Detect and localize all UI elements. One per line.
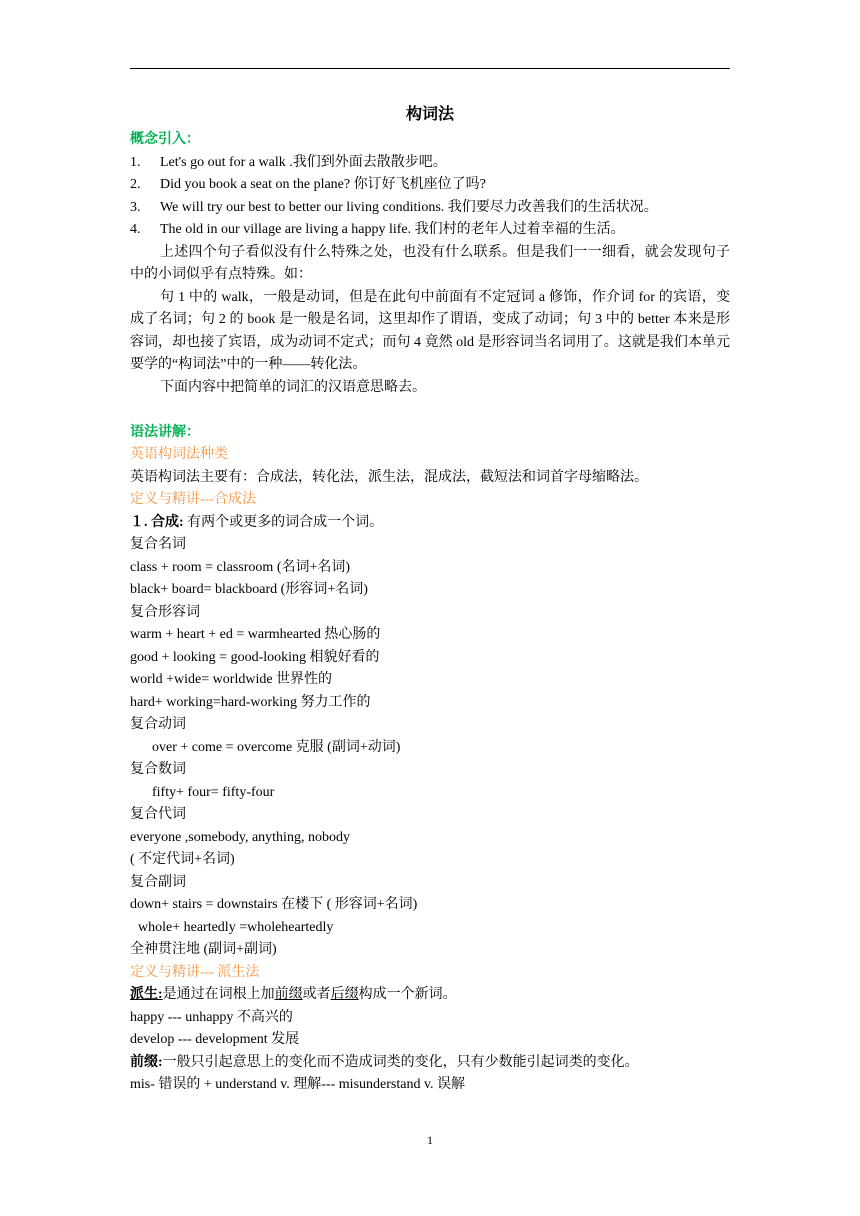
derivation-example: happy --- unhappy 不高兴的 xyxy=(130,1009,293,1025)
pronoun-heading: 复合代词 xyxy=(130,807,186,822)
example-item: 1. Let's go out for a walk .我们到外面去散散步吧。 xyxy=(130,154,447,170)
compound-definition: １. 合成: 有两个或更多的词合成一个词。 xyxy=(130,514,384,530)
adverb-example-2: whole+ heartedly =wholeheartedly xyxy=(138,919,334,935)
compound-line: class + room = classroom (名词+名词) xyxy=(130,559,351,575)
pronoun-example: everyone ,somebody, anything, nobody xyxy=(130,829,350,845)
compound-line: black+ board= blackboard (形容词+名词) xyxy=(130,582,368,597)
paragraph-note: 下面内容中把简单的词汇的汉语意思略去。 xyxy=(160,379,426,395)
compound-line: 复合名词 xyxy=(130,537,186,552)
prefix-definition: 前缀:一般只引起意思上的变化而不造成词类的变化，只有少数能引起词类的变化。 xyxy=(130,1054,639,1070)
grammar-heading: 语法讲解： xyxy=(130,424,200,440)
types-heading: 英语构词法种类 xyxy=(130,447,228,462)
prefix-example: mis- 错误的 + understand v. 理解--- misunderstand v. 误解 xyxy=(130,1077,466,1092)
derivation-heading: 定义与精讲--- 派生法 xyxy=(130,964,260,980)
paragraph-observation: 上述四个句子看似没有什么特殊之处，也没有什么联系。但是我们一一细看，就会发现句子中的小词似乎有点特殊。如： xyxy=(130,244,730,282)
compound-line: good + looking = good-looking 相貌好看的 xyxy=(130,649,380,665)
page-content xyxy=(130,102,730,1097)
intro-heading: 概念引入： xyxy=(130,132,200,147)
header-rule xyxy=(130,68,730,69)
adverb-note: 全神贯注地 (副词+副词) xyxy=(130,942,277,957)
compound-line: hard+ working=hard-working 努力工作的 xyxy=(130,694,371,710)
compound-line: world +wide= worldwide 世界性的 xyxy=(130,672,333,687)
types-text: 英语构词法主要有：合成法，转化法，派生法，混成法，截短法和词首字母缩略法。 xyxy=(130,469,648,485)
adverb-example: down+ stairs = downstairs 在楼下 ( 形容词+名词) xyxy=(130,897,418,912)
compound-line: 复合动词 xyxy=(130,717,186,732)
compound-line: 复合形容词 xyxy=(130,604,200,620)
pronoun-note: ( 不定代词+名词) xyxy=(130,852,235,867)
derivation-example: develop --- development 发展 xyxy=(130,1032,300,1047)
derivation-definition: 派生:是通过在词根上加前缀或者后缀构成一个新词。 xyxy=(130,987,457,1002)
example-item: 3. We will try our best to better our living conditions. 我们要尽力改善我们的生活状况。 xyxy=(130,199,658,215)
compound-line: warm + heart + ed = warmhearted 热心肠的 xyxy=(130,627,381,642)
page-number: 1 xyxy=(427,1133,433,1147)
numeral-example: fifty+ four= fifty-four xyxy=(152,784,275,800)
page-title: 构词法 xyxy=(405,106,454,123)
verb-example: over + come = overcome 克服 (副词+动词) xyxy=(152,739,401,755)
compound-heading: 定义与精讲---合成法 xyxy=(130,492,256,507)
example-item: 4. The old in our village are living a happy life. 我们村的老年人过着幸福的生活。 xyxy=(130,222,625,237)
spacer xyxy=(130,399,730,422)
numeral-heading: 复合数词 xyxy=(130,762,186,777)
adverb-heading: 复合副词 xyxy=(130,874,186,890)
example-item: 2. Did you book a seat on the plane? 你订好飞机座位了吗? xyxy=(130,177,486,192)
paragraph-explanation: 句 1 中的 walk，一般是动词，但是在此句中前面有不定冠词 a 修饰，作介词 for 的宾语，变成了名词；句 2 的 book 是一般是名词，这里却作了谓语，变成了动词；句 3 中的 better 本来是形容词，却也接了宾语，成为动词不定式；而句 4 竟然 old 是形容词当名词用了。这就是我们本单元要学的“构词法”中的一种——转化法。 xyxy=(130,289,730,372)
